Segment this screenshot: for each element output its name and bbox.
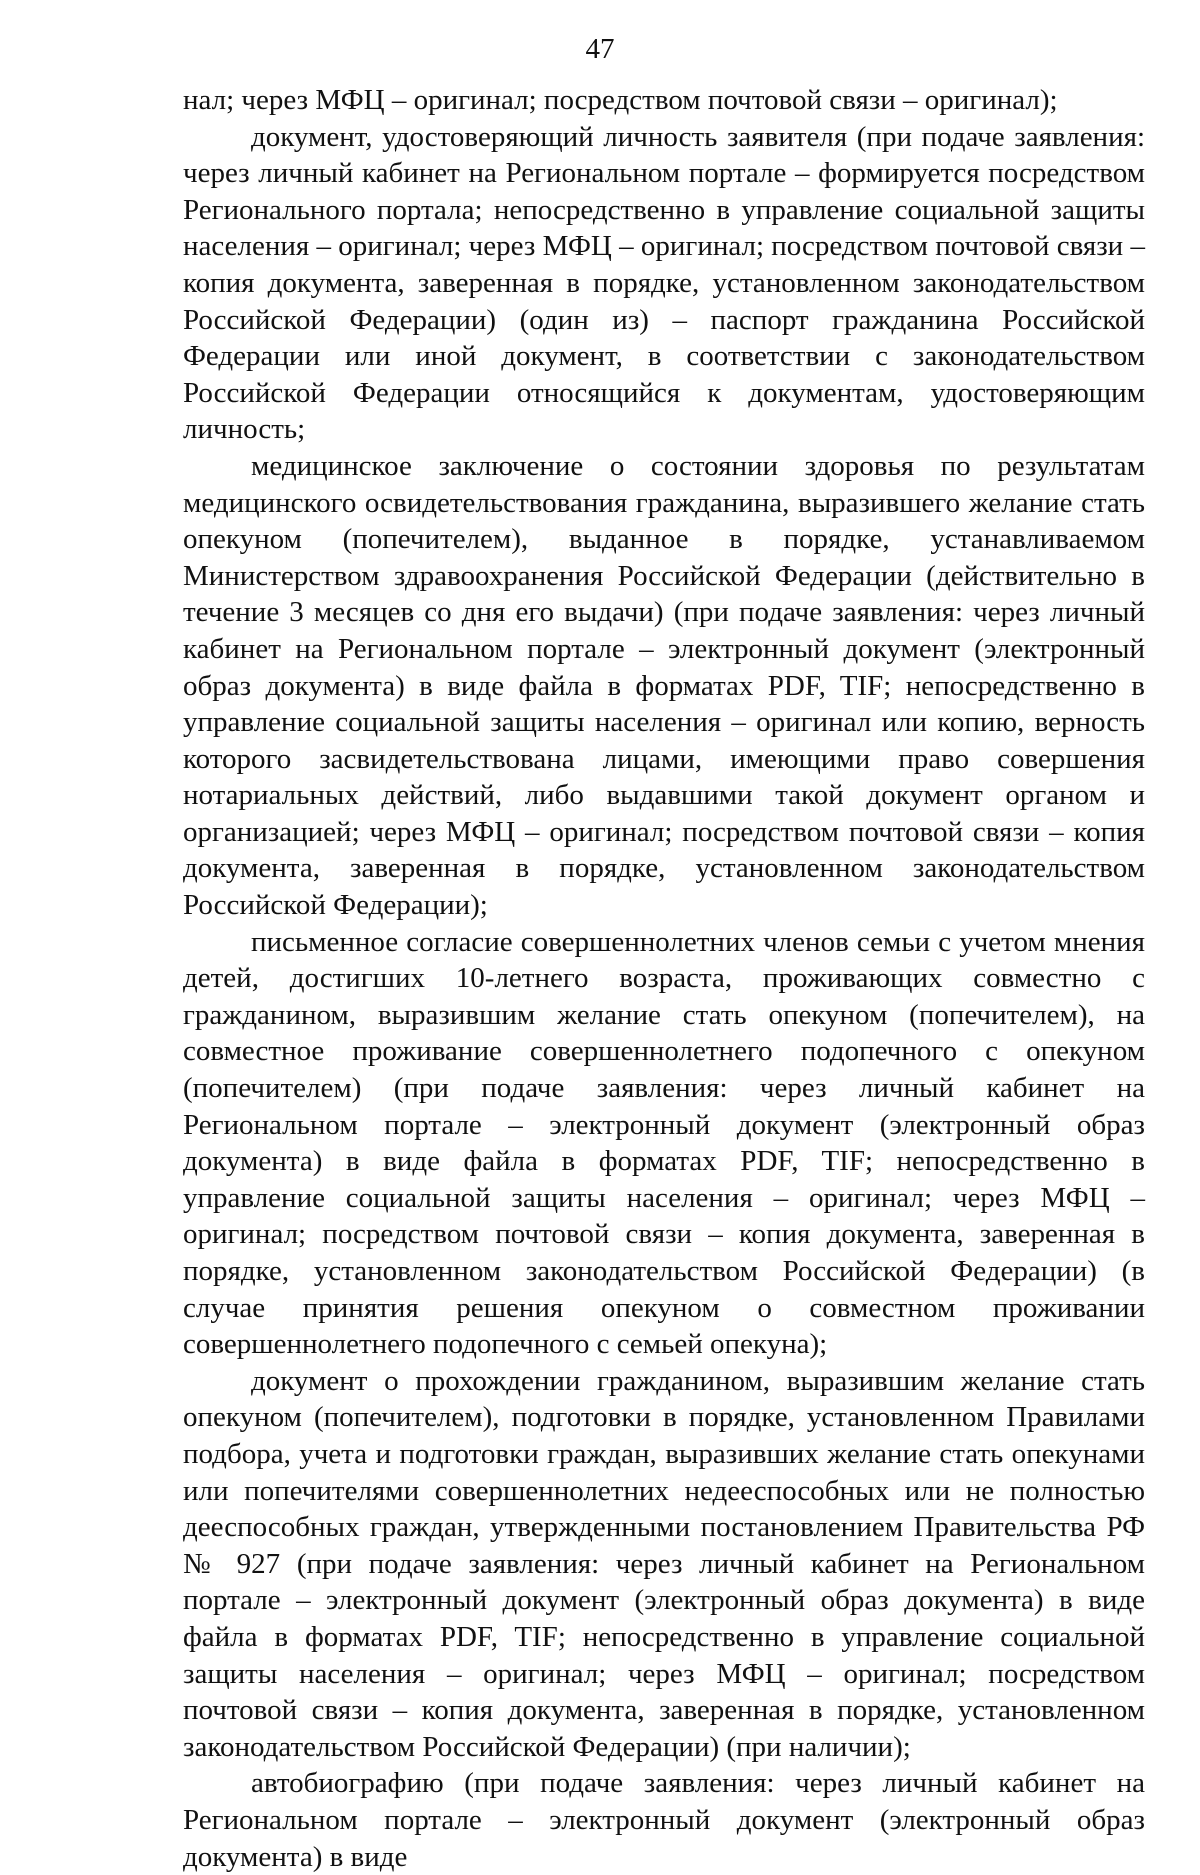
paragraph-continuation: нал; через МФЦ – оригинал; посредством почтовой связи – оригинал);	[183, 84, 1058, 116]
document-body	[183, 82, 1145, 1875]
paragraph-identity-document: документ, удостоверяющий личность заявителя (при подаче заявления: через личный кабинет на Региональном портале – формируется посредством Регионального портала; непосредственно в управление социальной защиты населения – оригинал; через МФЦ – оригинал; посредством почтовой связи – копия документа, заверенная в порядке, установленном законодательством Российской Федерации) (один из) – паспорт гражданина Российской Федерации или иной документ, в соответствии с законодательством Российской Федерации относящийся к документам, удостоверяющим личность;	[183, 120, 1145, 446]
paragraph-family-consent: письменное согласие совершеннолетних членов семьи с учетом мнения детей, достигших 10-летнего возраста, проживающих совместно с гражданином, выразившим желание стать опекуном (попечителем), на совместное проживание совершеннолетнего подопечного с опекуном (попечителем) (при подаче заявления: через личный кабинет на Региональном портале – электронный документ (электронный образ документа) в виде файла в форматах PDF, TIF; непосредственно в управление социальной защиты населения – оригинал; через МФЦ – оригинал; посредством почтовой связи – копия документа, заверенная в порядке, установленном законодательством Российской Федерации) (в случае принятия решения опекуном о совместном проживании совершеннолетнего подопечного с семьей опекуна);	[183, 925, 1145, 1361]
paragraph-training-document: документ о прохождении гражданином, выразившим желание стать опекуном (попечителем), подготовки в порядке, установленном Правилами подбора, учета и подготовки граждан, выразивших желание стать опекунами или попечителями совершеннолетних недееспособных или не полностью дееспособных граждан, утвержденными постановлением Правительства РФ № 927 (при подаче заявления: через личный кабинет на Региональном портале – электронный документ (электронный образ документа) в виде файла в форматах PDF, TIF; непосредственно в управление социальной защиты населения – оригинал; через МФЦ – оригинал; посредством почтовой связи – копия документа, заверенная в порядке, установленном законодательством Российской Федерации) (при наличии);	[183, 1364, 1145, 1763]
paragraph-autobiography: автобиографию (при подаче заявления: через личный кабинет на Региональном портале – электронный документ (электронный образ документа) в виде	[183, 1767, 1145, 1873]
page-number: 47	[585, 33, 615, 65]
paragraph-medical-report: медицинское заключение о состоянии здоровья по результатам медицинского освидетельствования гражданина, выразившего желание стать опекуном (попечителем), выданное в порядке, устанавливаемом Министерством здравоохранения Российской Федерации (действительно в течение 3 месяцев со дня его выдачи) (при подаче заявления: через личный кабинет на Региональном портале – электронный документ (электронный образ документа) в виде файла в форматах PDF, TIF; непосредственно в управление социальной защиты населения – оригинал или копию, верность которого засвидетельствована лицами, имеющими право совершения нотариальных действий, либо выдавшими такой документ органом и организацией; через МФЦ – оригинал; посредством почтовой связи – копия документа, заверенная в порядке, установленном законодательством Российской Федерации);	[183, 449, 1145, 922]
